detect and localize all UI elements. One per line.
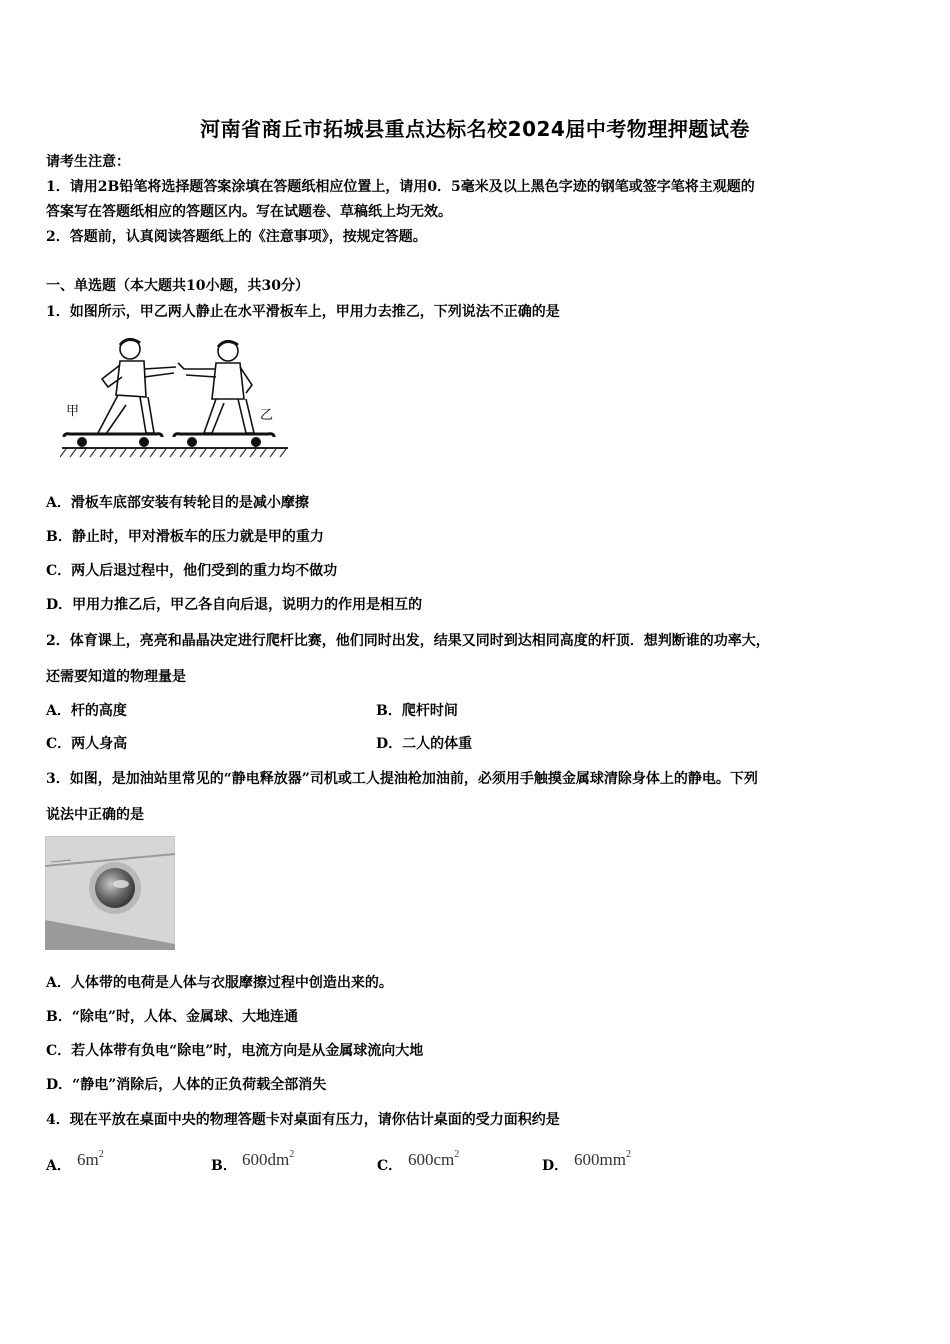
section-heading: 一、单选题（本大题共10小题，共30分）	[46, 278, 309, 294]
q3-option-c: C．若人体带有负电“除电”时，电流方向是从金属球流向大地	[46, 1043, 424, 1059]
q4-option-a-value: $6m^2$	[77, 1149, 104, 1169]
q4-option-c-value: $600cm^2$	[408, 1149, 460, 1169]
q4-option-c-letter: C．	[377, 1158, 403, 1174]
exam-title: 河南省商丘市拓城县重点达标名校2024届中考物理押题试卷	[200, 117, 750, 141]
q4-stem: 4．现在平放在桌面中央的物理答题卡对桌面有压力，请你估计桌面的受力面积约是	[46, 1112, 560, 1128]
q4-option-b-letter: B．	[211, 1158, 237, 1174]
q1-option-a: A．滑板车底部安装有转轮目的是减小摩擦	[46, 495, 309, 511]
q2-option-d: D．二人的体重	[376, 736, 473, 752]
fig-label-yi: 乙	[260, 408, 274, 423]
q4-option-a-letter: A．	[46, 1158, 71, 1174]
q3-option-a: A．人体带的电荷是人体与衣服摩擦过程中创造出来的。	[46, 975, 393, 991]
q4-option-d-letter: D．	[542, 1158, 569, 1174]
notice-heading: 请考生注意：	[46, 154, 130, 170]
notice-line-2: 答案写在答题纸相应的答题区内。写在试题卷、草稿纸上均无效。	[46, 204, 452, 220]
fig-label-jia: 甲	[66, 404, 80, 419]
q1-stem: 1．如图所示，甲乙两人静止在水平滑板车上，甲用力去推乙，下列说法不正确的是	[46, 304, 560, 320]
q1-option-c: C．两人后退过程中，他们受到的重力均不做功	[46, 563, 338, 579]
q4-option-b-value: $600dm^2$	[242, 1149, 295, 1169]
q1-option-d: D．甲用力推乙后，甲乙各自向后退，说明力的作用是相互的	[46, 597, 423, 613]
q2-option-c: C．两人身高	[46, 736, 128, 752]
static-discharger-photo	[45, 836, 175, 950]
skateboard-push-figure	[60, 333, 292, 465]
q4-option-d-value: $600mm^2$	[574, 1149, 631, 1169]
q2-option-a: A．杆的高度	[46, 703, 127, 719]
q2-stem-line-2: 还需要知道的物理量是	[46, 669, 186, 685]
q3-stem-line-2: 说法中正确的是	[46, 807, 144, 823]
q3-option-b: B．“除电”时，人体、金属球、大地连通	[46, 1009, 298, 1025]
notice-line-3: 2．答题前，认真阅读答题纸上的《注意事项》，按规定答题。	[46, 229, 427, 245]
q3-stem-line-1: 3．如图，是加油站里常见的“静电释放器”司机或工人提油枪加油前，必须用手触摸金属球清除身体上的静电。下列	[46, 771, 758, 787]
notice-line-1: 1．请用2B铅笔将选择题答案涂填在答题纸相应位置上，请用0．5毫米及以上黑色字迹的钢笔或签字笔将主观题的	[46, 179, 755, 195]
q3-option-d: D．“静电”消除后，人体的正负荷载全部消失	[46, 1077, 327, 1093]
q2-option-b: B．爬杆时间	[376, 703, 458, 719]
q1-option-b: B．静止时，甲对滑板车的压力就是甲的重力	[46, 529, 324, 545]
q2-stem-line-1: 2．体育课上，亮亮和晶晶决定进行爬杆比赛，他们同时出发，结果又同时到达相同高度的杆顶．想判断谁的功率大，	[46, 633, 770, 649]
